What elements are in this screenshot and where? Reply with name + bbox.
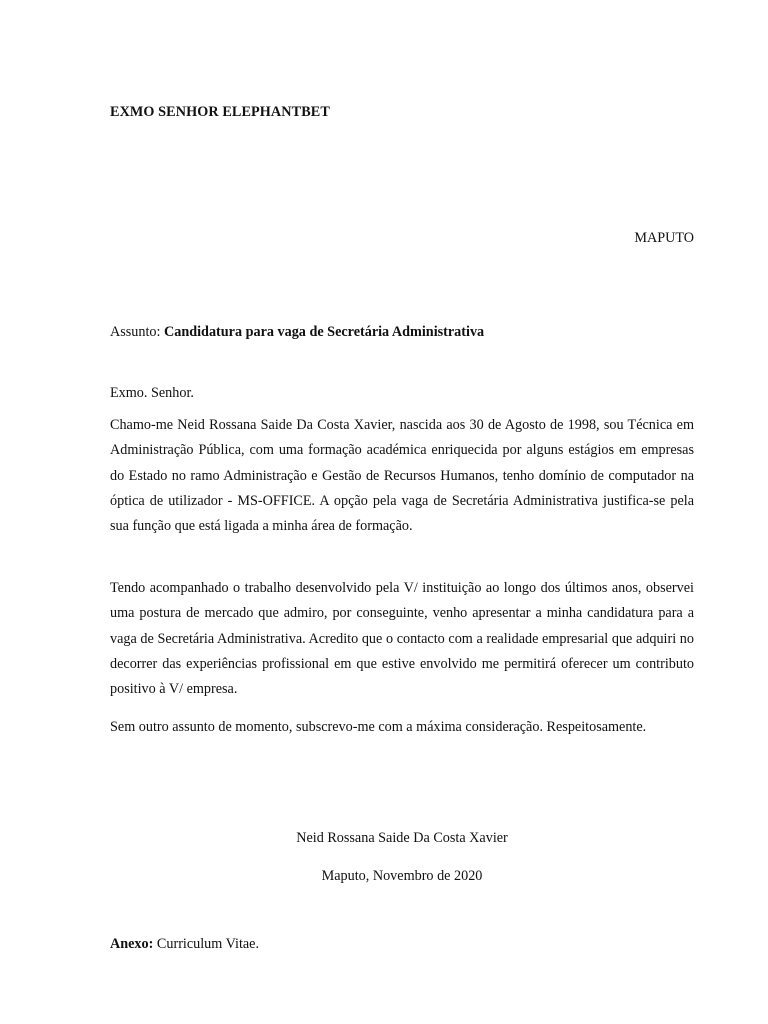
paragraph-closing: Sem outro assunto de momento, subscrevo-me com a máxima consideração. Respeitosamente.	[110, 719, 647, 735]
signature-name: Neid Rossana Saide Da Costa Xavier	[296, 830, 508, 846]
signature-date: Maputo, Novembro de 2020	[321, 868, 483, 884]
subject-text: Candidatura para vaga de Secretária Administrativa	[164, 324, 485, 340]
annex-line	[110, 936, 259, 953]
annex-label: Anexo:	[110, 936, 154, 952]
greeting: Exmo. Senhor.	[110, 385, 194, 401]
subject-label: Assunto:	[110, 324, 161, 340]
annex-text: Curriculum Vitae.	[156, 936, 260, 952]
subject-line	[110, 324, 484, 341]
city-line: MAPUTO	[634, 230, 694, 246]
paragraph-intro: Chamo-me Neid Rossana Saide Da Costa Xavier, nascida aos 30 de Agosto de 1998, sou Técnica em Administração Pública, com uma formação académica enriquecida por alguns estágios em empresas do Estado no ramo Administração e Gestão de Recursos Humanos, tenho domínio de computador na óptica de utilizador - MS-OFFICE. A opção pela vaga de Secretária Administrativa justifica-se pela sua função que está ligada a minha área de formação.	[110, 417, 694, 535]
recipient-heading: EXMO SENHOR ELEPHANTBET	[110, 104, 330, 120]
paragraph-motivation: Tendo acompanhado o trabalho desenvolvido pela V/ instituição ao longo dos últimos anos, observei uma postura de mercado que admiro, por conseguinte, venho apresentar a minha candidatura para a vaga de Secretária Administrativa. Acredito que o contacto com a realidade empresarial que adquiri no decorrer das experiências profissional em que estive envolvido me permitirá oferecer um contributo positivo à V/ empresa.	[110, 580, 694, 698]
